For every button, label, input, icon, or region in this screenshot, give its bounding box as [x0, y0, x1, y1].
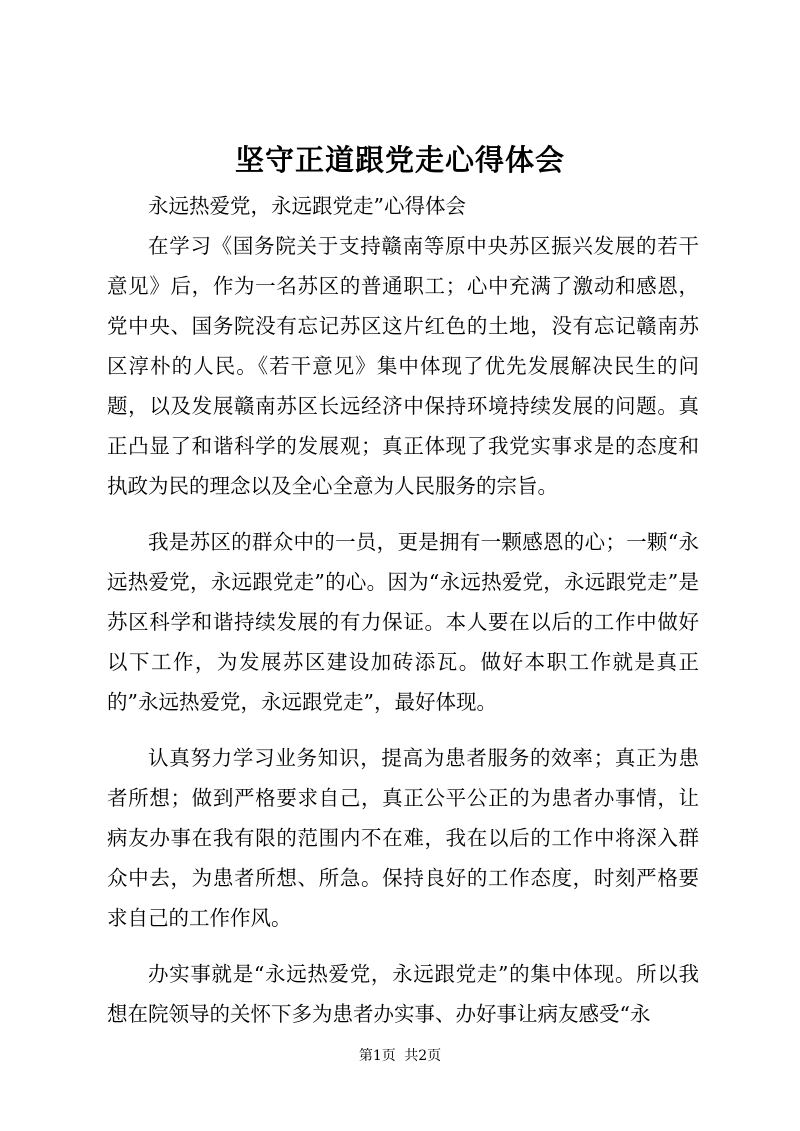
paragraph-gratitude: 我是苏区的群众中的一员，更是拥有一颗感恩的心；一颗“永远热爱党，永远跟党走”的心。因为“永远热爱党，永远跟党走”是苏区科学和谐持续发展的有力保证。本人要在以后的工作中做好以下工作，为发展苏区建设加砖添瓦。做好本职工作就是真正的”永远热爱党，永远跟党走”，最好体现。 — [107, 530, 699, 714]
page-total: 共2页 — [404, 1048, 442, 1064]
paragraph-subtitle: 永远热爱党，永远跟党走”心得体会 — [148, 194, 466, 218]
page-footer — [0, 1046, 800, 1066]
document-body — [107, 186, 699, 1034]
page-number: 第1页 — [358, 1048, 396, 1064]
paragraph-work: 认真努力学习业务知识，提高为患者服务的效率；真正为患者所想；做到严格要求自己，真正公平公正的为患者办事情，让病友办事在我有限的范围内不在难，我在以后的工作中将深入群众中去，为患者所想、所急。保持良好的工作态度，时刻严格要求自己的工作作风。 — [107, 746, 699, 930]
document-title: 坚守正道跟党走心得体会 — [234, 143, 565, 177]
paragraph-practical: 办实事就是“永远热爱党，永远跟党走”的集中体现。所以我想在院领导的关怀下多为患者办实事、办好事让病友感受“永 — [107, 962, 699, 1026]
paragraph-study: 在学习《国务院关于支持赣南等原中央苏区振兴发展的若干意见》后，作为一名苏区的普通职工；心中充满了激动和感恩，党中央、国务院没有忘记苏区这片红色的土地，没有忘记赣南苏区淳朴的人民。《若干意见》集中体现了优先发展解决民生的问题，以及发展赣南苏区长远经济中保持环境持续发展的问题。真正凸显了和谐科学的发展观；真正体现了我党实事求是的态度和执政为民的理念以及全心全意为人民服务的宗旨。 — [107, 234, 699, 498]
